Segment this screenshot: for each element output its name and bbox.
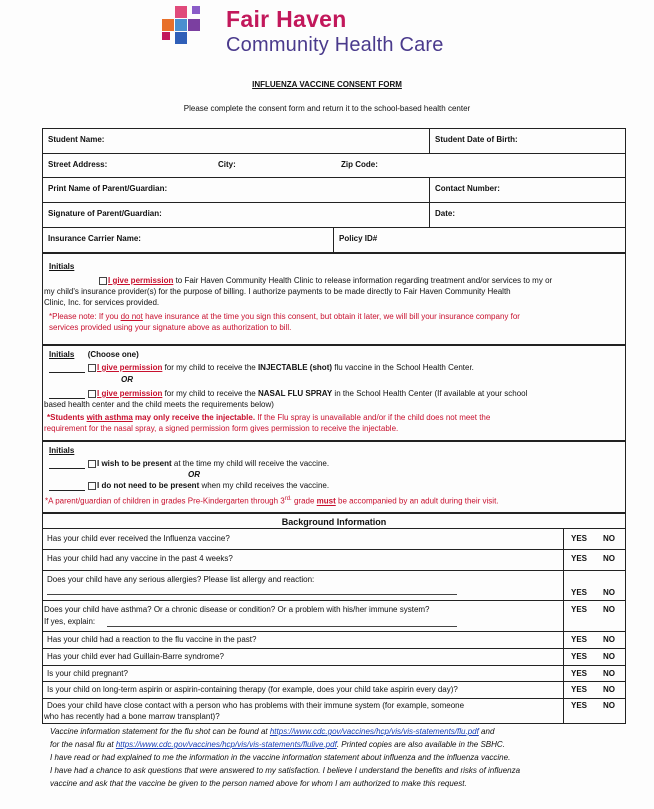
or-separator: OR xyxy=(121,375,133,384)
question-guillain-barre: Has your child ever had Guillain-Barre syndrome? xyxy=(47,652,224,661)
date-field[interactable]: Date: xyxy=(435,209,456,218)
parent-presence-section: Initials I wish to be present at the time my child will receive the vaccine. OR I do not need to be present when my child receives the vaccine. *A parent/guardian of children in grades Pre-Kindergarten through $3^{rd.}$ grade must be accompanied by an adult during their visit. xyxy=(42,441,626,513)
initials-label: Initials xyxy=(49,350,75,359)
yes-option[interactable]: YES xyxy=(571,534,588,543)
logo-square xyxy=(175,19,187,31)
logo-mark xyxy=(162,6,202,46)
nasal-spray-checkbox[interactable] xyxy=(88,390,96,398)
signature-field[interactable]: Signature of Parent/Guardian: xyxy=(48,209,162,218)
no-option[interactable]: NO xyxy=(603,685,615,694)
injectable-checkbox[interactable] xyxy=(88,364,96,372)
insurance-consent-section: Initials I give permission to Fair Haven Community Health Clinic to release information regarding treatment and/or services to my or my child's insurance provider(s) for the purpose of billing. I authorize payments to be made directly to Fair Haven Community Health Clinic, Inc. for services provided. *Please note: If you do not have insurance at the time you sign this consent, but obtain it later, we will bill your insurance company for services provided using your signature above as authorization to bill. xyxy=(42,253,626,345)
yes-option[interactable]: YES xyxy=(571,701,588,710)
flu-shot-vis-link[interactable]: https://www.cdc.gov/vaccines/hcp/vis/vis-statements/flu.pdf xyxy=(269,727,479,736)
yes-option[interactable]: YES xyxy=(571,605,588,614)
no-option[interactable]: NO xyxy=(603,588,615,597)
student-name-field[interactable]: Student Name: xyxy=(48,135,105,144)
logo-square xyxy=(175,6,187,18)
no-option[interactable]: NO xyxy=(603,605,615,614)
vaccine-choice-section: Initials (Choose one) I give permission for my child to receive the INJECTABLE (shot) flu vaccine in the School Health Center. OR I give permission for my child to receive the NASAL FLU SPRAY in the School Health Center (If available at your school based health center and the child meets the requirements below) *Students with asthma may only receive the injectable. If the Flu spray is unavailable and/or if the child does not meet the requirement for the nasal spray, a signed permission form gives permission to receive the injectable. xyxy=(42,345,626,441)
question-pregnant: Is your child pregnant? xyxy=(47,669,128,678)
consent-statement: I have read or had explained to me the information in the vaccine information statement about influenza and the influenza vaccine. xyxy=(50,753,511,762)
explain-label: If yes, explain: xyxy=(44,617,96,626)
initials-label: Initials xyxy=(49,262,75,271)
yes-option[interactable]: YES xyxy=(571,554,588,563)
background-title: Background Information xyxy=(281,517,387,527)
question-aspirin: Is your child on long-term aspirin or aspirin-containing therapy (for example, does your child take aspirin every day)? xyxy=(47,685,458,694)
student-info-table xyxy=(42,128,626,253)
yes-option[interactable]: YES xyxy=(571,652,588,661)
present-checkbox[interactable] xyxy=(88,460,96,468)
question-allergies: Does your child have any serious allergies? Please list allergy and reaction: xyxy=(47,575,315,584)
parent-name-field[interactable]: Print Name of Parent/Guardian: xyxy=(48,184,168,193)
no-option[interactable]: NO xyxy=(603,635,615,644)
logo-square xyxy=(175,32,187,44)
nasal-flu-vis-link[interactable]: https://www.cdc.gov/vaccines/hcp/vis/vis-statements/flulive.pdf xyxy=(115,740,337,749)
not-present-checkbox[interactable] xyxy=(88,482,96,490)
policy-field[interactable]: Policy ID# xyxy=(339,234,378,243)
no-option[interactable]: NO xyxy=(603,669,615,678)
question-flu-reaction: Has your child had a reaction to the flu vaccine in the past? xyxy=(47,635,257,644)
question-immune-contact: Does your child have close contact with a person who has problems with their immune system (for example, someone xyxy=(47,701,465,710)
or-separator: OR xyxy=(188,470,200,479)
logo-square xyxy=(192,6,200,14)
city-field[interactable]: City: xyxy=(218,160,236,169)
no-option[interactable]: NO xyxy=(603,554,615,563)
form-instruction: Please complete the consent form and return it to the school-based health center xyxy=(183,104,471,113)
initials-blank-present[interactable] xyxy=(49,468,85,469)
initials-blank-injectable[interactable] xyxy=(49,372,85,373)
grade-note: *A parent/guardian of children in grades Pre-Kindergarten through $3^{rd.}$ grade must be accompanied by an adult during their visit. xyxy=(45,496,499,506)
brand-name: Fair Haven xyxy=(226,6,347,32)
insurance-note: *Please note: If you do not have insurance at the time you sign this consent, but obtain it later, we will bill your insurance company for xyxy=(49,312,520,321)
zip-field[interactable]: Zip Code: xyxy=(341,160,378,169)
form-title: INFLUENZA VACCINE CONSENT FORM xyxy=(252,80,402,89)
insurance-field[interactable]: Insurance Carrier Name: xyxy=(48,234,141,243)
asthma-note: *Students with asthma may only receive the injectable. If the Flu spray is unavailable and/or if the child does not meet the xyxy=(47,413,491,422)
logo-square xyxy=(188,19,200,31)
yes-option[interactable]: YES xyxy=(571,588,588,597)
vis-statement: Vaccine information statement for the flu shot can be found at https://www.cdc.gov/vaccines/hcp/vis/vis-statements/flu.pdf and xyxy=(50,727,495,736)
initials-blank-not-present[interactable] xyxy=(49,490,85,491)
insurance-release-checkbox[interactable] xyxy=(99,277,107,285)
question-asthma: Does your child have asthma? Or a chronic disease or condition? Or a problem with his/her immune system? xyxy=(44,605,430,614)
allergies-answer-line[interactable] xyxy=(47,594,457,595)
question-influenza: Has your child ever received the Influenza vaccine? xyxy=(47,534,230,543)
brand-subtitle: Community Health Care xyxy=(226,34,444,56)
yes-option[interactable]: YES xyxy=(571,635,588,644)
logo-square xyxy=(162,32,170,40)
initials-blank-nasal[interactable] xyxy=(49,398,85,399)
street-field[interactable]: Street Address: xyxy=(48,160,108,169)
contact-field[interactable]: Contact Number: xyxy=(435,184,500,193)
explain-answer-line[interactable] xyxy=(107,626,457,627)
question-vaccine-4-weeks: Has your child had any vaccine in the past 4 weeks? xyxy=(47,554,233,563)
dob-field[interactable]: Student Date of Birth: xyxy=(435,135,518,144)
yes-option[interactable]: YES xyxy=(571,669,588,678)
yes-option[interactable]: YES xyxy=(571,685,588,694)
no-option[interactable]: NO xyxy=(603,701,615,710)
background-table: Background Information Has your child ever received the Influenza vaccine? Has your child had any vaccine in the past 4 weeks? Does your child have any serious allergies? Please list allergy and reaction: Does your child have asthma? Or a chronic disease or condition? Or a problem with his/her immune system? If yes, explain: Has your child had a reaction to the flu vaccine in the past? Has your child ever had Guillain-Barre syndrome? Is your child pregnant? Is your child on long-term aspirin or aspirin-containing therapy (for example, does your child take aspirin every day)? Does your child have close contact with a person who has problems with their immune system (for example, someone who has recently had a bone marrow transplant)? YES NO YES NO YES NO YES NO YES NO YES NO YES NO YES NO YES NO xyxy=(42,513,626,724)
logo-square xyxy=(162,19,174,31)
no-option[interactable]: NO xyxy=(603,652,615,661)
no-option[interactable]: NO xyxy=(603,534,615,543)
initials-label: Initials xyxy=(49,446,75,455)
